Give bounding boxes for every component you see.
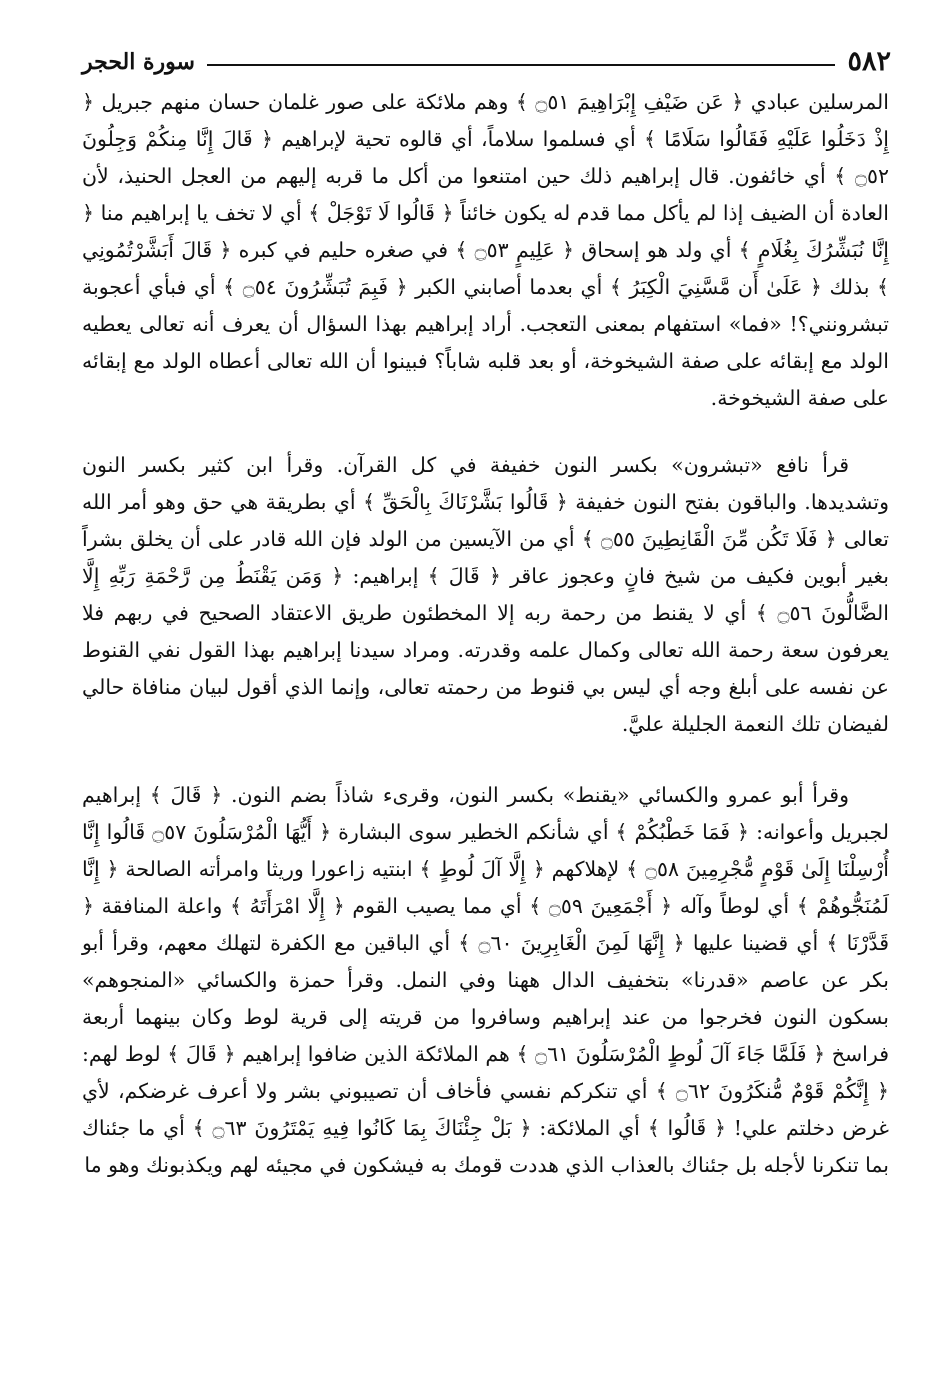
body-text (82, 84, 889, 1184)
paragraph-3: وقرأ أبو عمرو والكسائي «يقنط» بكسر النون، وقرىء شاذاً بضم النون. ﴿ قَالَ ﴾ إبراهيم لجبريل وأعوانه: ﴿ فَمَا خَطْبُكُمْ ﴾ أي شأنكم الخطير سوى البشارة ﴿ أَيُّهَا الْمُرْسَلُونَ ۝٥٧ قَالُوا إِنَّا أُرْسِلْنَا إِلَىٰ قَوْمٍ مُّجْرِمِينَ ۝٥٨ ﴾ لإهلاكهم ﴿ إِلَّا آلَ لُوطٍ ﴾ ابنتيه زاعورا وريثا وامرأته الصالحة ﴿ إِنَّا لَمُنَجُّوهُمْ ﴾ أي لوطاً وآله ﴿ أَجْمَعِينَ ۝٥٩ ﴾ أي مما يصيب القوم ﴿ إِلَّا امْرَأَتَهُ ﴾ واعلة المنافقة ﴿ قَدَّرْنَا ﴾ أي قضينا عليها ﴿ إِنَّهَا لَمِنَ الْغَابِرِينَ ۝٦٠ ﴾ أي الباقين مع الكفرة لتهلك معهم، وقرأ أبو بكر عن عاصم «قدرنا» بتخفيف الدال ههنا وفي النمل. وقرأ حمزة والكسائي «المنجوهم» بسكون النون فخرجوا من عند إبراهيم وسافروا من قريته إلى قرية لوط وكان بينهما أربعة فراسخ ﴿ فَلَمَّا جَاءَ آلَ لُوطٍ الْمُرْسَلُونَ ۝٦١ ﴾ هم الملائكة الذين ضافوا إبراهيم ﴿ قَالَ ﴾ لوط لهم: ﴿ إِنَّكُمْ قَوْمٌ مُّنكَرُونَ ۝٦٢ ﴾ أي تنكركم نفسي فأخاف أن تصيبوني بشر ولا أعرف غرضكم، لأي غرض دخلتم علي! ﴿ قَالُوا ﴾ أي الملائكة: ﴿ بَلْ جِئْنَاكَ بِمَا كَانُوا فِيهِ يَمْتَرُونَ ۝٦٣ ﴾ أي ما جئناك بما تنكرنا لأجله بل جئناك بالعذاب الذي هددت قومك به فيشكون في مجيئه لهم ويكذبونك وهو ما (82, 783, 890, 1177)
surah-title: سورة الحجر (82, 49, 195, 75)
paragraph-1: المرسلين عبادي ﴿ عَن ضَيْفِ إِبْرَاهِيمَ ۝٥١ ﴾ وهم ملائكة على صور غلمان حسان منهم جبريل ﴿ إِذْ دَخَلُوا عَلَيْهِ فَقَالُوا سَلَامًا ﴾ أي فسلموا سلاماً، أي قالوه تحية لإبراهيم ﴿ قَالَ إِنَّا مِنكُمْ وَجِلُونَ ۝٥٢ ﴾ أي خائفون. قال إبراهيم ذلك حين امتنعوا من أكل ما قربه إليهم من العجل الحنيذ، لأن العادة أن الضيف إذا لم يأكل مما قدم له يكون خائناً ﴿ قَالُوا لَا تَوْجَلْ ﴾ أي لا تخف يا إبراهيم منا ﴿ إِنَّا نُبَشِّرُكَ بِغُلَامٍ ﴾ أي ولد هو إسحاق ﴿ عَلِيمٍ ۝٥٣ ﴾ في صغره حليم في كبره ﴿ قَالَ أَبَشَّرْتُمُونِي ﴾ بذلك ﴿ عَلَىٰ أَن مَّسَّنِيَ الْكِبَرُ ﴾ أي بعدما أصابني الكبر ﴿ فَبِمَ تُبَشِّرُونَ ۝٥٤ ﴾ أي فبأي أعجوبة تبشرونني؟! «فما» استفهام بمعنى التعجب. أراد إبراهيم بهذا السؤال أن يعرف أنه تعالى يعطيه الولد مع إبقائه على صفة الشيخوخة، أو بعد قلبه شاباً؟ فبينوا أن الله تعالى أعطاه الولد مع إبقائه على صفة الشيخوخة. (82, 90, 890, 410)
page-header (82, 30, 891, 82)
header-rule (207, 64, 836, 66)
page-number: ٥٨٢ (847, 46, 891, 77)
paragraph-2: قرأ نافع «تبشرون» بكسر النون خفيفة في كل القرآن. وقرأ ابن كثير بكسر النون وتشديدها. والباقون بفتح النون خفيفة ﴿ قَالُوا بَشَّرْنَاكَ بِالْحَقِّ ﴾ أي بطريقة هي حق وهو أمر الله تعالى ﴿ فَلَا تَكُن مِّنَ الْقَانِطِينَ ۝٥٥ ﴾ أي من الآيسين من الولد فإن الله قادر على أن يخلق بشراً بغير أبوين فكيف من شيخ فانٍ وعجوز عاقر ﴿ قَالَ ﴾ إبراهيم: ﴿ وَمَن يَقْنَطُ مِن رَّحْمَةِ رَبِّهِ إِلَّا الضَّالُّونَ ۝٥٦ ﴾ أي لا يقنط من رحمة ربه إلا المخطئون طريق الاعتقاد الصحيح في ربهم فلا يعرفون سعة رحمة الله تعالى وكمال علمه وقدرته. ومراد سيدنا إبراهيم بهذا القول نفي القنوط عن نفسه على أبلغ وجه أي ليس بي قنوط من رحمته تعالى، وإنما الذي أقول لبيان منافاة حالي لفيضان تلك النعمة الجليلة عليَّ. (82, 453, 889, 736)
